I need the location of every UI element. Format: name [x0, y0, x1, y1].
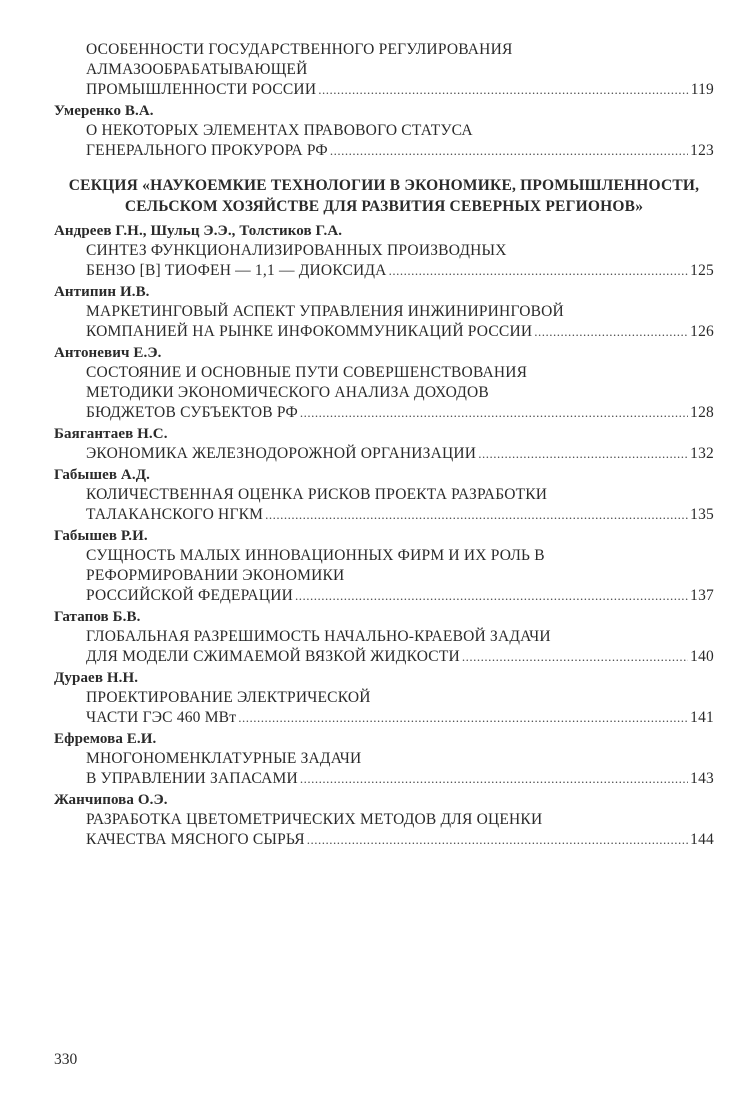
page-number: 330	[54, 1051, 78, 1068]
toc-entry-page: 135	[690, 506, 714, 523]
toc-entry-author: Ефремова Е.И.	[54, 731, 157, 747]
toc-entry-title-last-line	[54, 505, 714, 525]
toc-entry-author: Антоневич Е.Э.	[54, 345, 162, 361]
dot-leader	[462, 647, 688, 667]
toc-entry-title-text: ЭКОНОМИКА ЖЕЛЕЗНОДОРОЖНОЙ ОРГАНИЗАЦИИ	[86, 445, 477, 462]
toc-entry-author: Андреев Г.Н., Шульц Э.Э., Толстиков Г.А.	[54, 223, 343, 239]
toc-entry-title-text: БЮДЖЕТОВ СУБЪЕКТОВ РФ	[86, 404, 298, 421]
dot-leader	[300, 769, 688, 789]
dot-leader	[478, 444, 688, 464]
toc-entry-title-line: МНОГОНОМЕНКЛАТУРНЫЕ ЗАДАЧИ	[86, 750, 362, 767]
toc-entry-page: 125	[690, 262, 714, 279]
toc-entry-author: Жанчипова О.Э.	[54, 792, 168, 808]
toc-entry-page: 123	[690, 142, 714, 159]
toc-entry-title-last-line	[54, 769, 714, 789]
toc-entry	[54, 465, 714, 525]
toc-entries-before-section	[54, 40, 714, 161]
toc-entry-title-last-line	[54, 830, 714, 850]
toc-entry-title-last-line	[54, 647, 714, 667]
toc-page	[54, 40, 714, 850]
toc-entry-author: Умеренко В.А.	[54, 103, 154, 119]
toc-entry-page: 137	[690, 587, 714, 604]
toc-entry	[54, 221, 714, 281]
toc-entry-title-last-line	[54, 403, 714, 423]
dot-leader	[300, 403, 688, 423]
dot-leader	[534, 322, 688, 342]
toc-entry	[54, 101, 714, 161]
toc-entry-title-last-line	[54, 586, 714, 606]
toc-entry-author: Габышев Р.И.	[54, 528, 148, 544]
toc-entry-title-text: КАЧЕСТВА МЯСНОГО СЫРЬЯ	[86, 831, 305, 848]
toc-entry-page: 140	[690, 648, 714, 665]
toc-entry-title-line: РЕФОРМИРОВАНИИ ЭКОНОМИКИ	[86, 567, 345, 584]
toc-entry-page: 119	[690, 81, 714, 98]
toc-entry-title-line: СУЩНОСТЬ МАЛЫХ ИННОВАЦИОННЫХ ФИРМ И ИХ РОЛЬ В	[86, 547, 545, 564]
toc-entry	[54, 40, 714, 100]
toc-entry-title-text: ДЛЯ МОДЕЛИ СЖИМАЕМОЙ ВЯЗКОЙ ЖИДКОСТИ	[86, 648, 460, 665]
toc-entry-title-text: В УПРАВЛЕНИИ ЗАПАСАМИ	[86, 770, 298, 787]
toc-entry-title-line: АЛМАЗООБРАБАТЫВАЮЩЕЙ	[86, 61, 308, 78]
toc-entry	[54, 729, 714, 789]
toc-entry-title-last-line	[54, 261, 714, 281]
dot-leader	[265, 505, 688, 525]
toc-entry-title-text: ПРОМЫШЛЕННОСТИ РОССИИ	[86, 81, 317, 98]
toc-entry-title-line: МАРКЕТИНГОВЫЙ АСПЕКТ УПРАВЛЕНИЯ ИНЖИНИРИНГОВОЙ	[86, 303, 564, 320]
toc-entry-title-text: ЧАСТИ ГЭС 460 МВт	[86, 709, 237, 726]
toc-entry-page: 132	[690, 445, 714, 462]
toc-entry-title-text: БЕНЗО [B] ТИОФЕН — 1,1 — ДИОКСИДА	[86, 262, 387, 279]
toc-entry-author: Габышев А.Д.	[54, 467, 150, 483]
toc-entry-title-text: ТАЛАКАНСКОГО НГКМ	[86, 506, 264, 523]
dot-leader	[238, 708, 688, 728]
toc-entry-page: 141	[690, 709, 714, 726]
toc-entry-title-line: СОСТОЯНИЕ И ОСНОВНЫЕ ПУТИ СОВЕРШЕНСТВОВАНИЯ	[86, 364, 528, 381]
toc-entry-page: 126	[690, 323, 714, 340]
toc-entry-author: Баягантаев Н.С.	[54, 426, 168, 442]
toc-entry-page: 128	[690, 404, 714, 421]
toc-entry-title-line: ГЛОБАЛЬНАЯ РАЗРЕШИМОСТЬ НАЧАЛЬНО-КРАЕВОЙ ЗАДАЧИ	[86, 628, 551, 645]
dot-leader	[330, 141, 688, 161]
toc-entry-title-last-line	[54, 708, 714, 728]
toc-entry	[54, 282, 714, 342]
toc-entry-title-line: МЕТОДИКИ ЭКОНОМИЧЕСКОГО АНАЛИЗА ДОХОДОВ	[86, 384, 489, 401]
toc-entry	[54, 790, 714, 850]
dot-leader	[389, 261, 689, 281]
toc-entry-title-last-line	[54, 444, 714, 464]
toc-entry-title-line: О НЕКОТОРЫХ ЭЛЕМЕНТАХ ПРАВОВОГО СТАТУСА	[86, 122, 473, 139]
toc-entry-author: Гатапов Б.В.	[54, 609, 141, 625]
toc-entry-title-line: КОЛИЧЕСТВЕННАЯ ОЦЕНКА РИСКОВ ПРОЕКТА РАЗРАБОТКИ	[86, 486, 548, 503]
toc-entry-title-last-line	[54, 141, 714, 161]
toc-entry-page: 143	[690, 770, 714, 787]
toc-entry-author: Антипин И.В.	[54, 284, 150, 300]
toc-entry-title-last-line	[54, 322, 714, 342]
toc-entry-title-line: СИНТЕЗ ФУНКЦИОНАЛИЗИРОВАННЫХ ПРОИЗВОДНЫХ	[86, 242, 507, 259]
section-title: СЕКЦИЯ «НАУКОЕМКИЕ ТЕХНОЛОГИИ В ЭКОНОМИКЕ, ПРОМЫШЛЕННОСТИ, СЕЛЬСКОМ ХОЗЯЙСТВЕ ДЛЯ РАЗВИТИЯ СЕВЕРНЫХ РЕГИОНОВ»	[68, 177, 700, 215]
toc-entry-title-text: ГЕНЕРАЛЬНОГО ПРОКУРОРА РФ	[86, 142, 328, 159]
toc-entry-title-text: КОМПАНИЕЙ НА РЫНКЕ ИНФОКОММУНИКАЦИЙ РОССИИ	[86, 323, 533, 340]
toc-entry-title-line: ОСОБЕННОСТИ ГОСУДАРСТВЕННОГО РЕГУЛИРОВАНИЯ	[86, 41, 513, 58]
dot-leader	[295, 586, 688, 606]
toc-entry	[54, 526, 714, 606]
toc-entry-title-text: РОССИЙСКОЙ ФЕДЕРАЦИИ	[86, 587, 293, 604]
toc-entry	[54, 668, 714, 728]
toc-entry	[54, 607, 714, 667]
toc-entry-title-last-line	[54, 80, 714, 100]
dot-leader	[307, 830, 688, 850]
toc-entries-section	[54, 221, 714, 850]
toc-entry-page: 144	[690, 831, 714, 848]
toc-entry	[54, 343, 714, 423]
toc-entry-title-line: ПРОЕКТИРОВАНИЕ ЭЛЕКТРИЧЕСКОЙ	[86, 689, 371, 706]
toc-entry-author: Дураев Н.Н.	[54, 670, 139, 686]
toc-entry-title-line: РАЗРАБОТКА ЦВЕТОМЕТРИЧЕСКИХ МЕТОДОВ ДЛЯ ОЦЕНКИ	[86, 811, 543, 828]
toc-entry	[54, 424, 714, 464]
dot-leader	[318, 80, 689, 100]
